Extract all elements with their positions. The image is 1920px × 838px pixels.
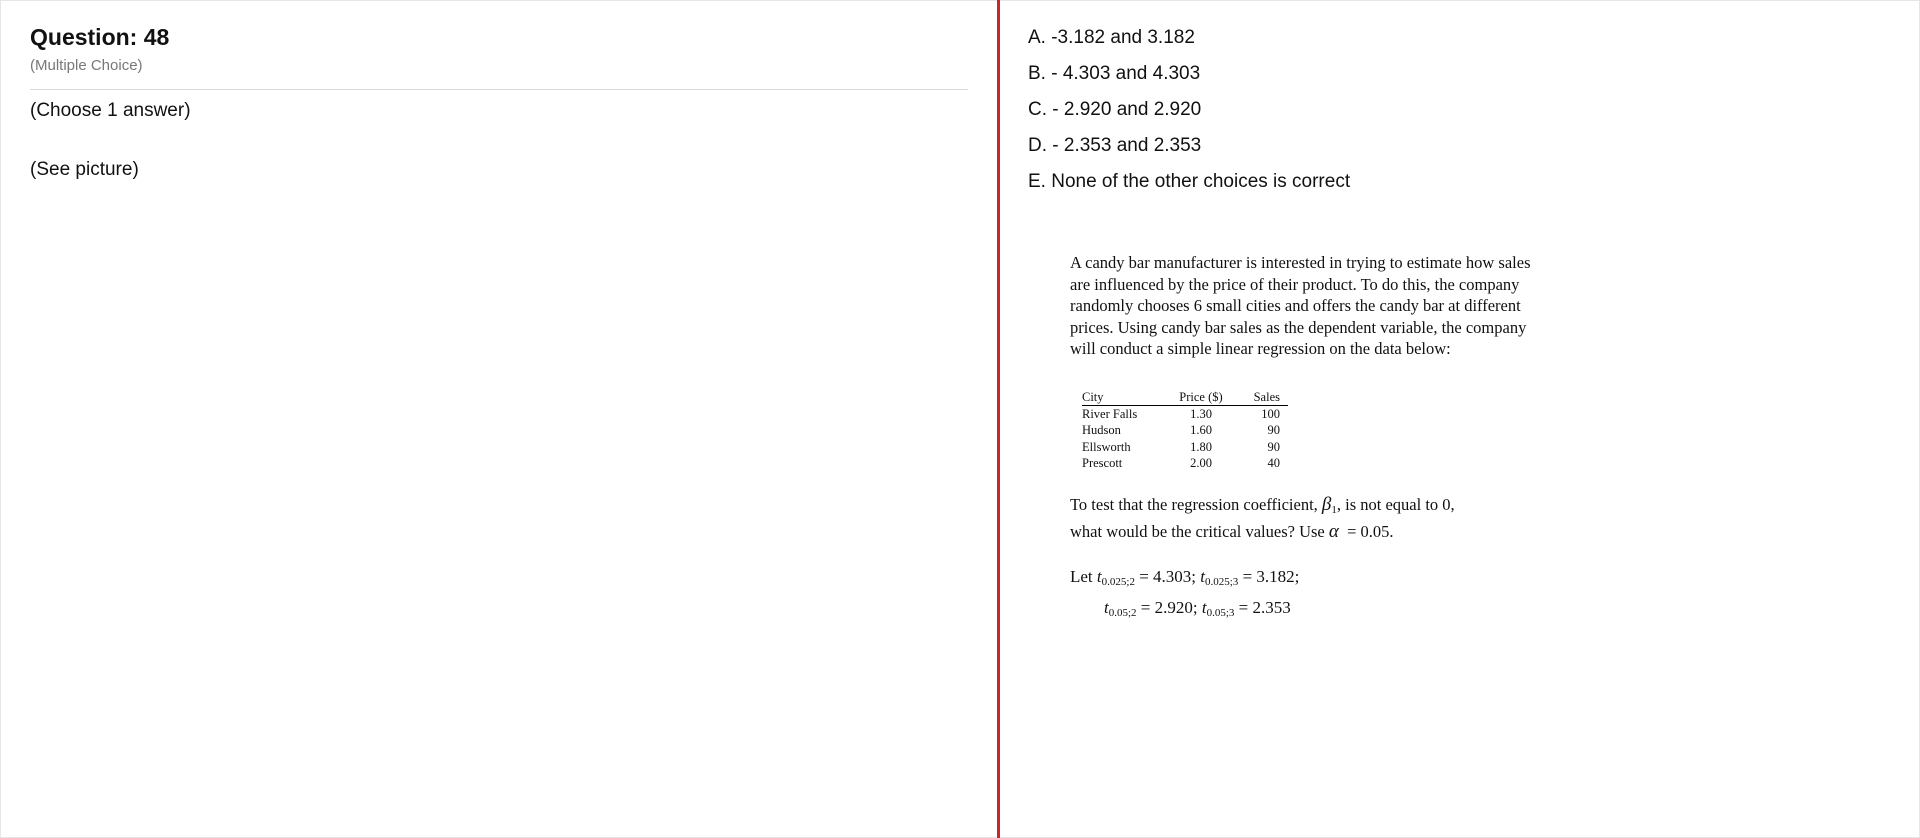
table-row (1082, 439, 1288, 456)
beta-symbol: β (1321, 493, 1332, 515)
table-header-row (1082, 390, 1288, 406)
alpha-symbol: α (1328, 520, 1339, 542)
header-divider (30, 89, 968, 90)
table-cell: 90 (1267, 439, 1280, 454)
critical-values-given (1070, 564, 1540, 626)
picture-question-text (1070, 494, 1540, 542)
question-line-1: To test that the regression coefficient, $\beta_1$, is not equal to 0, (1070, 493, 1455, 516)
table-row (1082, 405, 1288, 422)
answer-option-e[interactable]: E. None of the other choices is correct (1028, 171, 1351, 192)
see-picture-text: (See picture) (30, 159, 139, 180)
question-panel (30, 24, 968, 181)
data-table (1082, 390, 1288, 472)
table-cell: River Falls (1082, 406, 1138, 421)
answer-option-b[interactable]: B. - 4.303 and 4.303 (1028, 63, 1201, 84)
table-row (1082, 422, 1288, 439)
table-header-city: City (1082, 390, 1170, 406)
table-cell: 100 (1261, 406, 1280, 421)
table-cell: 1.30 (1190, 406, 1212, 421)
question-title: Question: 48 (30, 24, 170, 50)
table-cell: 2.00 (1190, 456, 1212, 470)
table-cell: Prescott (1082, 456, 1123, 470)
given-line-1: Let $t_{0.025;2} = 4.303$; $t_{0.025;3} = 3.182$; (1070, 566, 1300, 588)
beta-subscript: 1 (1331, 503, 1337, 516)
table-cell: 1.60 (1190, 423, 1212, 437)
question-type: (Multiple Choice) (30, 57, 143, 74)
panel-divider (997, 0, 1000, 838)
table-cell: Hudson (1082, 423, 1121, 437)
answer-option-a[interactable]: A. -3.182 and 3.182 (1028, 27, 1195, 48)
table-header-sales: Sales (1240, 390, 1288, 406)
table-header-price: Price ($) (1170, 390, 1240, 406)
question-picture (1070, 252, 1540, 626)
table-cell: 40 (1267, 456, 1280, 470)
table-cell: 1.80 (1190, 439, 1212, 454)
picture-intro-text: A candy bar manufacturer is interested in trying to estimate how sales are influenced by the price of their product. To do this, the company randomly chooses 6 small cities and offers the candy bar at different prices. Using candy bar sales as the dependent variable, the company will conduct a simple linear regression on the data below: (1070, 253, 1531, 358)
question-instruction: (Choose 1 answer) (30, 100, 191, 121)
table-row (1082, 455, 1288, 472)
answers-panel (1028, 27, 1350, 207)
table-cell: Ellsworth (1082, 439, 1131, 454)
question-line-2: what would be the critical values? Use α = 0.05. (1070, 520, 1394, 542)
given-line-2: $t_{0.05;2} = 2.920$; $t_{0.05;3} = 2.353$ (1104, 597, 1291, 619)
answer-option-d[interactable]: D. - 2.353 and 2.353 (1028, 135, 1202, 156)
answer-option-c[interactable]: C. - 2.920 and 2.920 (1028, 99, 1202, 120)
table-cell: 90 (1267, 423, 1280, 437)
